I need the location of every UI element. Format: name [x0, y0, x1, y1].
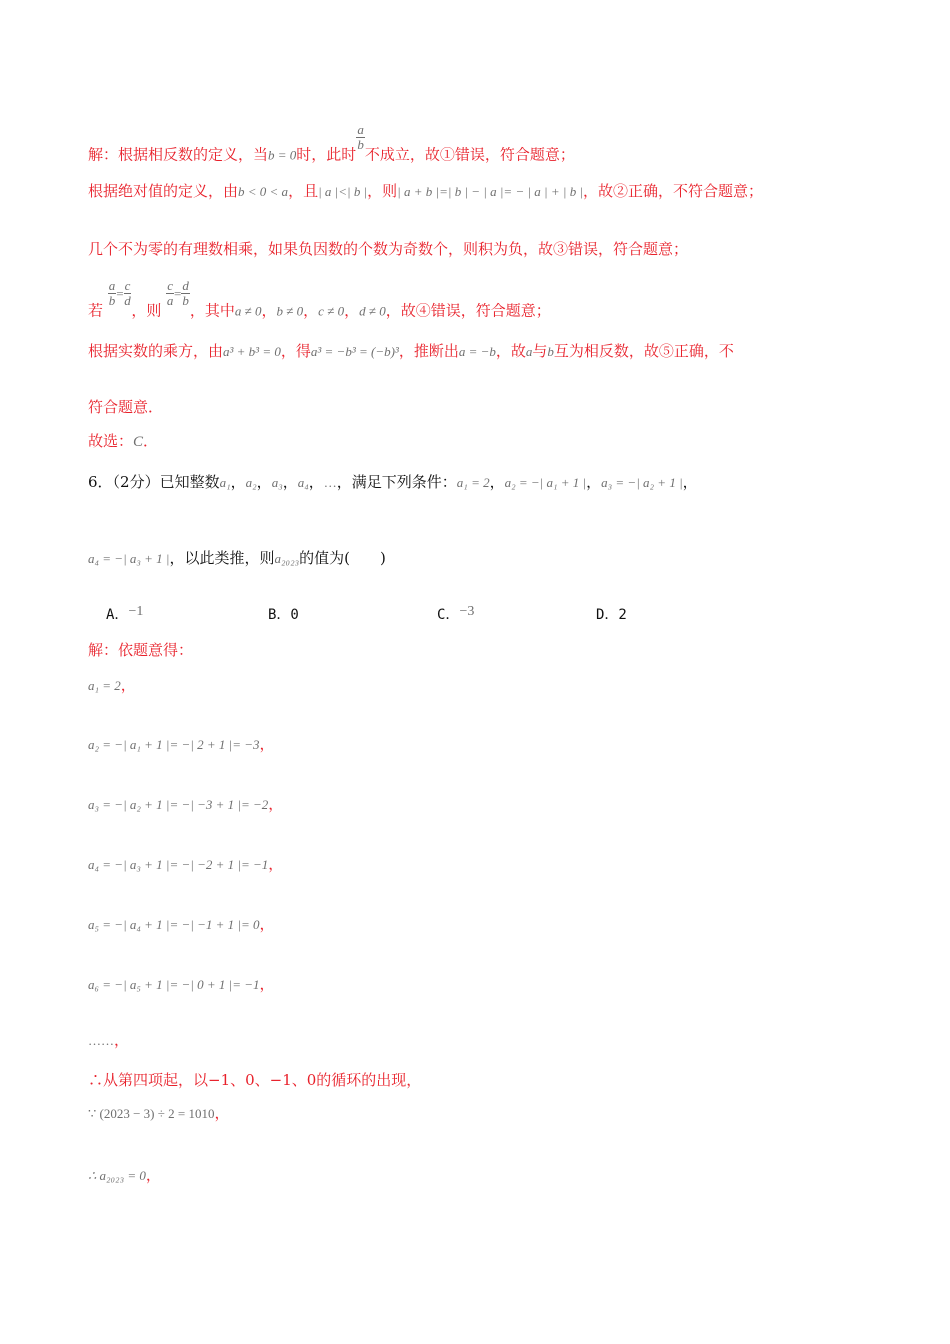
target-term: a₂₀₂₃ — [274, 551, 300, 566]
math: a₄ — [297, 475, 309, 490]
denominator: b — [108, 293, 116, 308]
math: a₁ = 2 — [88, 678, 121, 693]
fraction-c-over-a — [166, 279, 174, 308]
text: ，得 — [280, 342, 311, 360]
text: ，则 — [367, 182, 398, 200]
option-b[interactable] — [268, 604, 299, 624]
math-a-equals-neg-b: a = −b — [458, 344, 496, 359]
text: ，其中 — [189, 301, 235, 320]
math: a₂ — [245, 475, 257, 490]
equation-a5 — [88, 914, 275, 935]
text: ， — [268, 795, 284, 813]
text: A． — [106, 607, 129, 623]
condition-3: a₃ = −| a₂ + 1 | — [601, 475, 683, 490]
text: C． — [437, 607, 460, 623]
option-a[interactable] — [106, 604, 143, 624]
numerator: d — [182, 278, 189, 293]
math: a ≠ 0 — [234, 303, 262, 319]
equation-a4 — [88, 854, 283, 875]
text: 6．（2分）已知整数 — [88, 473, 220, 491]
text: ，故④错误，符合题意； — [385, 301, 551, 320]
solution-line-2 — [88, 181, 763, 202]
text: 几个不为零的有理数相乘，如果负因数的个数为奇数个，则积为负，故③错误，符合题意； — [88, 240, 689, 258]
because-line — [88, 1103, 230, 1124]
cycle-line — [88, 1070, 421, 1090]
math: b — [547, 344, 554, 359]
answer-choice: C — [133, 434, 144, 450]
math: b ≠ 0 — [276, 303, 304, 319]
text: 的值为( ) — [299, 549, 386, 567]
text: ，则 — [131, 301, 162, 320]
text: ， — [259, 735, 275, 753]
text: ， — [120, 676, 136, 694]
text: 故选： — [88, 432, 134, 450]
math: …… — [88, 1033, 114, 1048]
text: ， — [145, 1166, 161, 1184]
math-cube-equation: a³ = −b³ = (−b)³ — [310, 344, 399, 359]
math-abs-expansion: | a + b |=| b | − | a |= − | a | + | b | — [397, 184, 584, 199]
text: 互为相反数，故⑤正确，不 — [553, 342, 734, 360]
text: ， — [214, 1104, 230, 1122]
numerator: c — [124, 278, 131, 293]
fraction-c-over-d — [124, 279, 132, 308]
text: 根据绝对值的定义，由 — [88, 182, 239, 200]
question-6-tail — [88, 548, 386, 569]
option-c[interactable] — [437, 604, 474, 624]
math: a₅ = −| a₄ + 1 |= −| −1 + 1 |= 0 — [88, 917, 260, 932]
math: ∵ (2023 − 3) ÷ 2 = 1010 — [88, 1106, 215, 1121]
math-cube-sum: a³ + b³ = 0 — [223, 344, 281, 359]
solution-line-1 — [88, 122, 575, 170]
text: B．0 — [268, 607, 299, 623]
numerator: a — [357, 122, 364, 137]
math: a₁ — [219, 475, 231, 490]
solution-line-6 — [88, 397, 163, 417]
equation-a6 — [88, 974, 275, 995]
condition-4: a₄ = −| a₃ + 1 | — [88, 551, 170, 566]
math-inequality: b < 0 < a — [238, 184, 289, 199]
text: D．2 — [596, 607, 627, 623]
solution-head — [88, 640, 193, 660]
condition-1: a₁ = 2 — [456, 475, 490, 490]
therefore-line — [88, 1165, 161, 1186]
text: 不成立，故①错误，符合题意； — [364, 145, 575, 164]
question-6-stem: 6．（2分）已知整数a₁，a₂，a₃，a₄，…，满足下列条件：a₁ = 2，a₂ = −| a₁ + 1 |，a₃ = −| a₂ + 1 |， — [88, 473, 698, 491]
text: ， — [114, 1031, 130, 1049]
ellipsis-line — [88, 1030, 129, 1051]
text: ， — [259, 975, 275, 993]
math-abs-compare: | a |<| b | — [318, 184, 368, 199]
numerator: a — [108, 278, 116, 293]
denominator: b — [357, 137, 364, 152]
text: 符合题意． — [88, 398, 164, 416]
equation-a1 — [88, 675, 136, 696]
math-b-equals-zero: b = 0 — [268, 147, 297, 163]
text: ． — [143, 432, 159, 450]
math: a₆ = −| a₅ + 1 |= −| 0 + 1 |= −1 — [88, 977, 260, 992]
text: ，故②正确，不符合题意； — [583, 182, 764, 200]
solution-line-3 — [88, 239, 688, 259]
math: … — [323, 475, 337, 490]
fraction-d-over-b — [181, 279, 190, 308]
math: d ≠ 0 — [359, 303, 386, 319]
text: 解：根据相反数的定义，当 — [88, 145, 269, 164]
option-d[interactable] — [596, 604, 627, 624]
denominator: a — [166, 293, 174, 308]
text: 根据实数的乘方，由 — [88, 342, 224, 360]
numerator: c — [167, 278, 173, 293]
math: −1 — [128, 604, 144, 619]
math: a₄ = −| a₃ + 1 |= −| −2 + 1 |= −1 — [88, 857, 269, 872]
math: a — [525, 344, 533, 359]
text: 若 — [88, 301, 104, 320]
equation-a3 — [88, 794, 283, 815]
solution-line-5 — [88, 341, 734, 362]
equation-a2 — [88, 734, 275, 755]
text: ， — [268, 855, 284, 873]
fraction-a-over-b — [356, 123, 365, 152]
math: a₃ — [271, 475, 283, 490]
text: 时，此时 — [296, 145, 357, 164]
answer-line — [88, 431, 158, 452]
text: ，满足下列条件： — [336, 473, 457, 491]
text: ，且 — [288, 182, 319, 200]
solution-line-4: 若 $\frac{a}{b}$ = $\frac{c}{d}$ ，则 $\frac{c}{a}$ = $\frac{d}{b}$ ，其中a ≠ 0，b ≠ 0，c ≠ 0，d ≠ 0，故④错误，符合题意； — [88, 278, 551, 320]
denominator: d — [124, 293, 131, 308]
denominator: b — [182, 293, 189, 308]
text: ，故 — [495, 342, 526, 360]
text: ，推断出 — [398, 342, 459, 360]
math: a₂ = −| a₁ + 1 |= −| 2 + 1 |= −3 — [88, 737, 260, 752]
math: a₃ = −| a₂ + 1 |= −| −3 + 1 |= −2 — [88, 797, 269, 812]
text: 解：依题意得： — [88, 641, 194, 659]
condition-2: a₂ = −| a₁ + 1 | — [504, 475, 587, 490]
math: ∴ a₂₀₂₃ = 0 — [88, 1168, 146, 1183]
text: 与 — [532, 342, 548, 360]
text: ， — [259, 915, 275, 933]
math: −3 — [459, 604, 475, 619]
text: ，以此类推，则 — [169, 549, 275, 567]
math: c ≠ 0 — [318, 303, 345, 319]
text: ∴从第四项起，以−1、0、−1、0的循环的出现， — [88, 1071, 422, 1089]
